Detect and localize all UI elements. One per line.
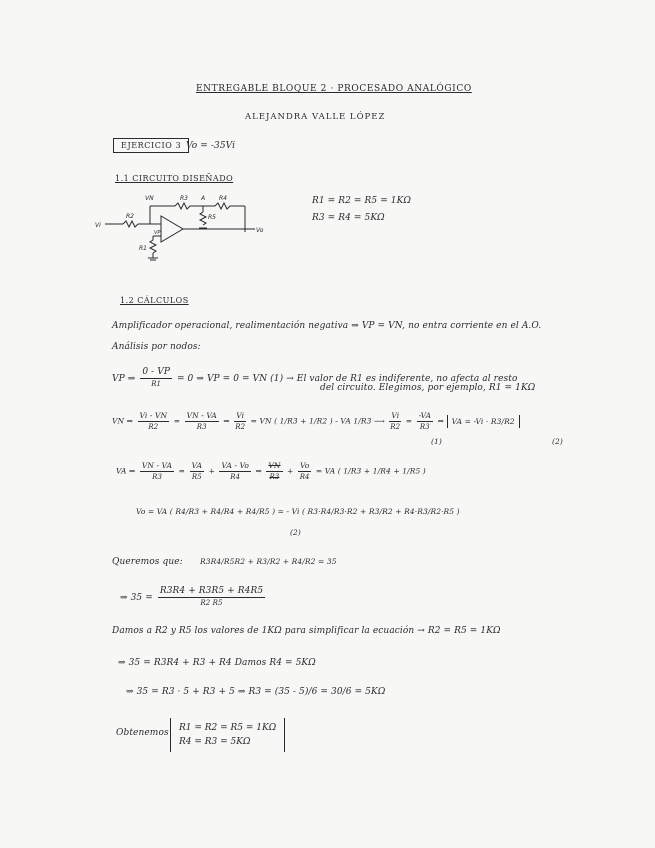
circuit-label-r2: R2 bbox=[126, 213, 134, 220]
eq-va-f1-den: R3 bbox=[152, 473, 163, 481]
eq-vn-f5-num: -VA bbox=[418, 411, 432, 420]
eq-va-f3-num: VA - Vo bbox=[221, 461, 250, 470]
author-name: ALEJANDRA VALLE LÓPEZ bbox=[245, 112, 386, 122]
result-label: Obtenemos bbox=[116, 728, 169, 738]
eq-vn: VN ⇒ $\frac{Vi - VN}{R2}$ = $\frac{VN - VA}{R3}$ ⇒ $\frac{Vi}{R2}$ = VN ( 1/R3 + 1/R2 ) - VA 1/R3 ⟶ $\frac{Vi}{R2}$ = $\frac{-VA}{R3}$ ⇒ VA = -Vi · R3/R2 bbox=[112, 410, 520, 433]
eq-vp-frac bbox=[140, 367, 172, 390]
eq35 bbox=[120, 586, 267, 609]
eq-va-f1-num: VN - VA bbox=[141, 461, 173, 470]
eq-vp-rest2: del circuito. Elegimos, por ejemplo, R1 = 1KΩ bbox=[320, 383, 536, 393]
eq-vp-lhs: VP ⇒ bbox=[112, 374, 136, 384]
result-row-1: R1 = R2 = R5 = 1KΩ bbox=[179, 723, 277, 733]
eq-vn-tag1: (1) bbox=[431, 437, 442, 446]
eq-va-f1 bbox=[140, 460, 174, 483]
eq-vn-f3 bbox=[234, 410, 246, 433]
eq-vn-f5 bbox=[417, 410, 434, 433]
eq-va-f5-den: R4 bbox=[299, 473, 310, 481]
circuit-label-r4: R4 bbox=[219, 195, 227, 202]
eq35-num: R3R4 + R3R5 + R4R5 bbox=[159, 586, 264, 596]
eq-vn-f1-num: Vi - VN bbox=[139, 411, 168, 420]
eq-va-lhs: VA ⇒ bbox=[116, 466, 136, 476]
assign-text: Damos a R2 y R5 los valores de 1KΩ para simplificar la ecuación → R2 = R5 = 1KΩ bbox=[112, 626, 501, 636]
eq-vn-tag2: (2) bbox=[552, 437, 563, 446]
eq35-den: R2 R5 bbox=[200, 599, 223, 607]
eq-va-f2-num: VA bbox=[191, 461, 203, 470]
eq-vn-f4-num: Vi bbox=[391, 411, 400, 420]
eq-vn-f2-num: VN - VA bbox=[186, 411, 217, 420]
circuit-label-vn: VN bbox=[145, 195, 154, 202]
eq-vn-f3-den: R2 bbox=[235, 423, 246, 431]
resistor-values-2: R3 = R4 = 5KΩ bbox=[312, 213, 385, 223]
step1-text: ⇒ 35 = R3R4 + R3 + R4 Damos R4 = 5KΩ bbox=[118, 658, 316, 668]
circuit-label-r1: R1 bbox=[139, 245, 147, 252]
eq35-frac bbox=[158, 586, 265, 609]
gain-spec: Vo = -35Vi bbox=[186, 141, 236, 151]
eq-vn-f4-den: R2 bbox=[390, 423, 401, 431]
eq-va-rhs: = VA ( 1/R3 + 1/R4 + 1/R5 ) bbox=[315, 466, 426, 476]
resistor-values-1: R1 = R2 = R5 = 1KΩ bbox=[312, 196, 412, 206]
circuit-label-r3: R3 bbox=[180, 195, 188, 202]
circuit-label-vp: VP bbox=[154, 230, 161, 236]
eq-vn-f4 bbox=[389, 410, 401, 433]
nodes-text: Análisis por nodos: bbox=[112, 342, 201, 352]
section-heading-circuit: 1.1 CIRCUITO DISEÑADO bbox=[115, 174, 234, 183]
want-expression: R3R4/R5R2 + R3/R2 + R4/R2 = 35 bbox=[200, 557, 337, 566]
step2-text: ⇒ 35 = R3 · 5 + R3 + 5 ⇒ R3 = (35 - 5)/6 = 30/6 = 5KΩ bbox=[126, 687, 386, 697]
intro-text: Amplificador operacional, realimentación negativa ⇒ VP = VN, no entra corriente en el A.O. bbox=[112, 321, 542, 331]
eq-vp-rest: = 0 ⇒ VP = 0 = VN (1) → El valor de R1 es indiferente, no afecta al resto bbox=[176, 374, 518, 384]
eq-va-f2-den: R5 bbox=[191, 473, 202, 481]
eq-va-mid: ⇒ bbox=[255, 466, 262, 476]
eq-vn-f1 bbox=[138, 410, 170, 433]
eq-vn-f2 bbox=[185, 410, 219, 433]
circuit-label-vo: Vo bbox=[256, 227, 264, 234]
eq-vo: Vo = VA ( R4/R3 + R4/R4 + R4/R5 ) = - Vi ( R3·R4/R3·R2 + R3/R2 + R4·R3/R2·R5 ) bbox=[136, 507, 460, 516]
eq-vn-f5-den: R3 bbox=[419, 423, 430, 431]
circuit-label-vi: Vi bbox=[95, 222, 101, 229]
eq-vn-f1-den: R2 bbox=[148, 423, 159, 431]
eq35-lhs: ⇒ 35 = bbox=[120, 593, 153, 603]
eq-vn-f2-den: R3 bbox=[196, 423, 207, 431]
eq-va-f3-den: R4 bbox=[230, 473, 241, 481]
circuit-label-a: A bbox=[201, 195, 206, 202]
eq-vn-result: VA = -Vi · R3/R2 bbox=[447, 415, 520, 428]
section-heading-calculations: 1.2 CÁLCULOS bbox=[120, 296, 189, 305]
eq-va-f4-den: R3 bbox=[269, 473, 280, 481]
circuit-diagram bbox=[95, 188, 275, 268]
eq-vp-num: 0 - VP bbox=[142, 367, 170, 377]
document-title: ENTREGABLE BLOQUE 2 · PROCESADO ANALÓGICO bbox=[196, 84, 472, 94]
eq-va-f3 bbox=[219, 460, 251, 483]
eq-va: VA ⇒ $\frac{VN - VA}{R3}$ = $\frac{VA}{R5}$ + $\frac{VA - Vo}{R4}$ ⇒ $\frac{VN}{R3}$ + $\frac{Vo}{R4}$ = VA ( 1/R3 + 1/R4 + 1/R5 ) bbox=[116, 461, 426, 481]
eq-va-f4-num: VN bbox=[268, 461, 281, 470]
eq-va-f5 bbox=[298, 460, 311, 483]
eq-va-f2 bbox=[190, 460, 205, 483]
eq-vn-lhs: VN ⇒ bbox=[112, 416, 134, 426]
result-row-2: R4 = R3 = 5KΩ bbox=[179, 737, 251, 747]
exercise-label: EJERCICIO 3 bbox=[113, 138, 189, 153]
eq-vn-f3-num: Vi bbox=[236, 411, 245, 420]
eq-vo-tag: (2) bbox=[290, 528, 301, 537]
eq-va-f4 bbox=[266, 460, 282, 483]
result-box bbox=[170, 718, 285, 752]
eq-va-f5-num: Vo bbox=[299, 461, 310, 470]
eq-vn-mid: = VN ( 1/R3 + 1/R2 ) - VA 1/R3 bbox=[250, 416, 372, 426]
circuit-label-r5: R5 bbox=[208, 214, 216, 221]
want-label: Queremos que: bbox=[112, 557, 183, 567]
eq-vp-den: R1 bbox=[151, 380, 162, 388]
